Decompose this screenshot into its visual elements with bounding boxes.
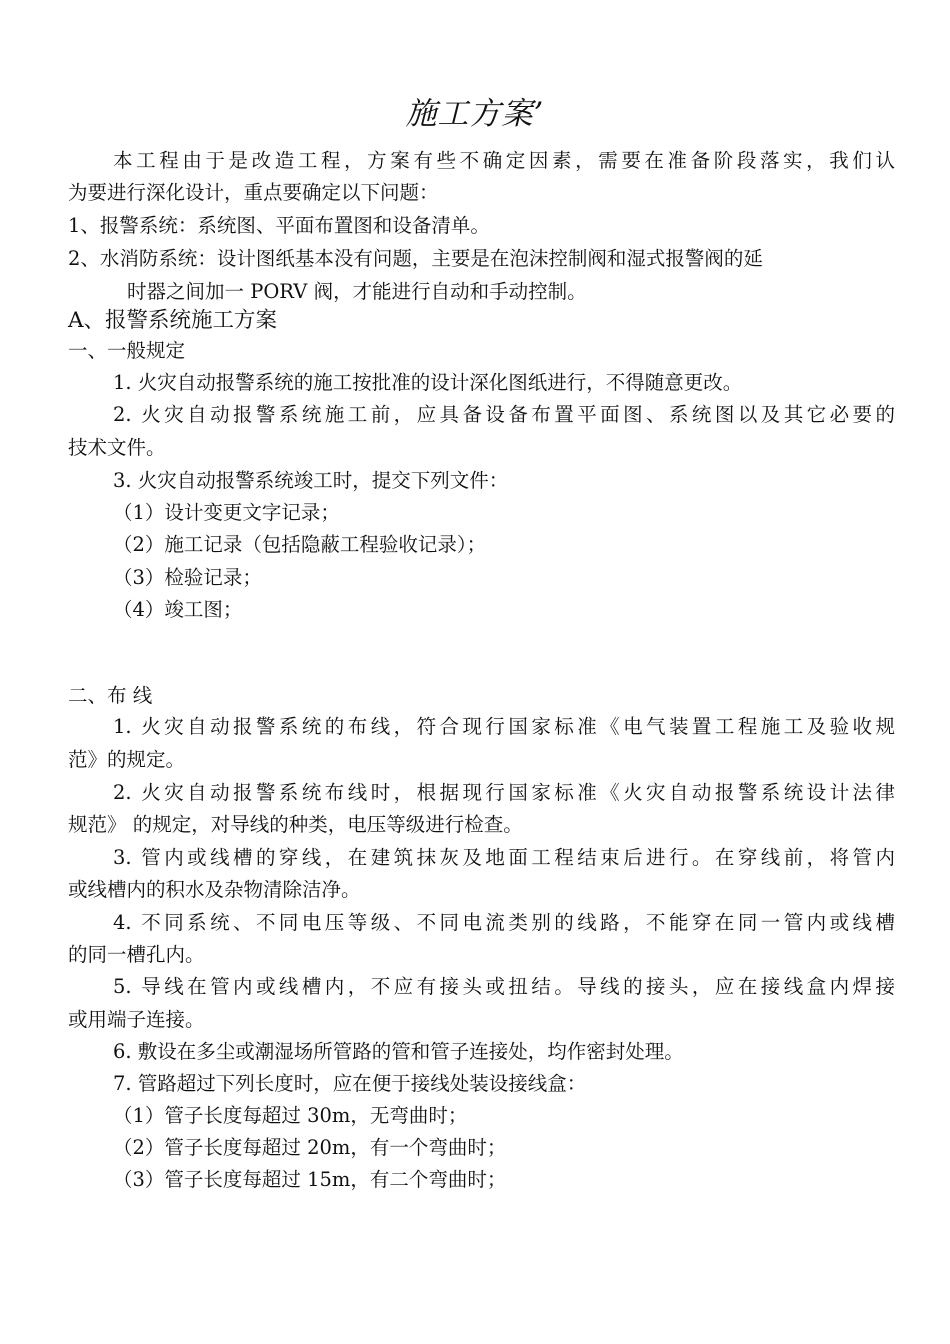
issue-item-2-line-2: 时器之间加一 PORV 阀，才能进行自动和手动控制。 [127,280,587,303]
wiring-paragraph-1-line-1: 1. 火灾自动报警系统的布线，符合现行国家标准《电气装置工程施工及验收规 [113,715,895,738]
wiring-paragraph-4-line-1: 4. 不同系统、不同电压等级、不同电流类别的线路，不能穿在同一管内或线槽 [113,911,895,934]
length-list-item: （3）管子长度每超过 15m，有二个弯曲时； [113,1168,507,1191]
issue-item-1: 1、报警系统：系统图、平面布置图和设备清单。 [68,214,490,237]
issue-item-2-line-1: 2、水消防系统：设计图纸基本没有问题，主要是在泡沫控制阀和湿式报警阀的延 [68,247,763,270]
general-paragraph-2-line-1: 2. 火灾自动报警系统施工前，应具备设备布置平面图、系统图以及其它必要的 [113,403,895,426]
general-heading: 一、一般规定 [68,339,186,362]
wiring-paragraph-3-line-2: 或线槽内的积水及杂物清除洁净。 [68,878,361,901]
length-list-item: （2）管子长度每超过 20m，有一个弯曲时； [113,1136,507,1159]
wiring-paragraph-2-line-2: 规范》 的规定，对导线的种类，电压等级进行检查。 [68,813,523,836]
general-paragraph-2-line-2: 技术文件。 [68,436,166,459]
wiring-paragraph-7: 7. 管路超过下列长度时，应在便于接线处装设接线盒： [113,1072,587,1095]
section-a-title: A、报警系统施工方案 [68,308,278,333]
document-title: 施工方案’ [405,96,545,132]
general-paragraph-3: 3. 火灾自动报警系统竣工时，提交下列文件： [113,469,509,492]
doc-list-item: （4）竣工图； [113,598,243,621]
wiring-heading: 二、布 线 [68,684,153,707]
wiring-paragraph-5-line-2: 或用端子连接。 [68,1008,205,1031]
wiring-paragraph-4-line-2: 的同一槽孔内。 [68,943,205,966]
wiring-paragraph-3-line-1: 3. 管内或线槽的穿线，在建筑抹灰及地面工程结束后进行。在穿线前，将管内 [113,846,895,869]
length-list-item: （1）管子长度每超过 30m，无弯曲时； [113,1104,468,1127]
wiring-paragraph-1-line-2: 范》的规定。 [68,748,186,771]
doc-list-item: （1）设计变更文字记录； [113,501,340,524]
wiring-paragraph-2-line-1: 2. 火灾自动报警系统布线时，根据现行国家标准《火灾自动报警系统设计法律 [113,781,895,804]
intro-line-2: 为要进行深化设计，重点要确定以下问题： [68,181,439,204]
doc-list-item: （3）检验记录； [113,566,262,589]
general-paragraph-1: 1. 火灾自动报警系统的施工按批准的设计深化图纸进行，不得随意更改。 [113,371,743,394]
doc-list-item: （2）施工记录（包括隐蔽工程验收记录）； [113,533,487,556]
intro-line-1: 本工程由于是改造工程，方案有些不确定因素，需要在准备阶段落实，我们认 [113,149,895,172]
wiring-paragraph-6: 6. 敷设在多尘或潮湿场所管路的管和管子连接处，均作密封处理。 [113,1040,684,1063]
wiring-paragraph-5-line-1: 5. 导线在管内或线槽内，不应有接头或扭结。导线的接头，应在接线盒内焊接 [113,975,895,998]
